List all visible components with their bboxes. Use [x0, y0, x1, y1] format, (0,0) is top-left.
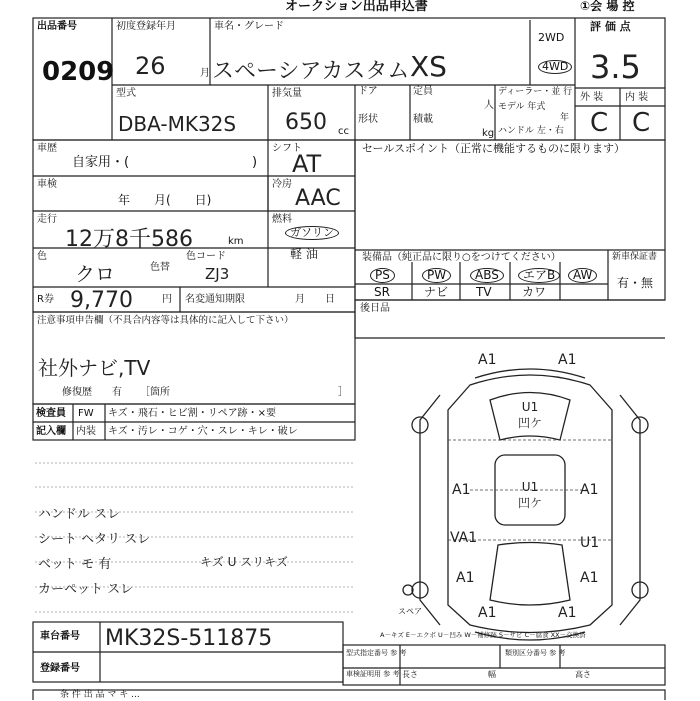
mark-rear-right-low: A1 [580, 570, 599, 586]
model-label: 型式 [116, 88, 136, 99]
mileage-unit: km [228, 236, 244, 247]
note-line-2: シート ヘタリ スレ [38, 532, 151, 547]
equip-leather: カワ [522, 285, 547, 299]
displacement-label: 排気量 [272, 88, 302, 99]
equip-tv: TV [476, 285, 492, 299]
equip-pw: PW [422, 268, 451, 283]
mark-right-mid: A1 [580, 482, 599, 498]
notes-text: 社外ナビ,TV [38, 356, 151, 380]
drive-2wd: 2WD [538, 31, 565, 44]
spare-label: スペア [398, 607, 422, 616]
car-grade-value: XS [410, 50, 447, 83]
aircon-value: AAC [295, 186, 341, 211]
name-change-label: 名変通知期限 [185, 294, 245, 305]
usage-value: 自家用・( [72, 155, 130, 170]
displacement-unit: cc [338, 126, 349, 137]
warranty-value: 有・無 [617, 276, 654, 290]
first-reg-label: 初度登録年月 [116, 21, 176, 32]
fuel-diesel: 軽 油 [290, 247, 318, 261]
note-line-1: ハンドル スレ [38, 507, 121, 522]
aircon-label: 冷房 [272, 179, 292, 190]
model-value: DBA-MK32S [118, 112, 237, 136]
notes-label: 注意事項申告欄（不具合内容等は具体的に記入して下さい） [37, 315, 294, 326]
interior-label: 内 装 [625, 92, 649, 103]
inspector-row2: キズ・汚レ・コゲ・穴・スレ・キレ・破レ [108, 426, 298, 437]
note-side: キズ U スリキズ [200, 555, 288, 569]
dealer-label: ディーラー・並 行 [498, 87, 573, 97]
width-label: 幅 [488, 670, 496, 679]
car-name-label: 車名・グレード [214, 21, 284, 32]
first-reg-year: 26 [135, 52, 166, 80]
inspector-label-2: 記入欄 [36, 426, 66, 437]
equip-aw: AW [568, 268, 597, 283]
inspector-fw: FW [78, 408, 94, 419]
repair-label: 修復歴 [62, 387, 92, 398]
repair-place: ［箇所 [140, 387, 170, 398]
recycle-value: 9,770 [70, 288, 133, 313]
class-no-label: 類別区分番号 参 考 [505, 649, 566, 657]
eval-score: 3.5 [590, 48, 641, 86]
type-no-label: 型式指定番号 参 考 [346, 649, 407, 657]
aftermarket-label: 後日品 [360, 303, 390, 314]
note-line-3: ベット モ 有 [38, 557, 112, 572]
repair-place-close: ］ [338, 387, 348, 398]
repair-value: 有 [112, 387, 122, 398]
color-value: クロ [75, 262, 115, 286]
warranty-label: 新車保証書 [612, 252, 658, 262]
usage-close: ) [252, 155, 258, 170]
shift-value: AT [292, 150, 322, 178]
load-unit: kg [482, 128, 495, 139]
equipment-label: 装備品（純正品に限り○をつけてください） [362, 252, 561, 263]
color-code-label: 色コード [186, 251, 226, 262]
mark-rear-left-low: A1 [456, 570, 475, 586]
model-year-label: モデル 年式 [498, 102, 546, 112]
mark-right-rear: U1 [580, 535, 600, 551]
load-label: 積載 [413, 114, 433, 125]
form-title: オークション出品申込書 [285, 0, 428, 14]
door-label: ドア [358, 86, 378, 97]
note-line-4: カーペット スレ [38, 582, 134, 597]
interior-grade: C [632, 108, 651, 138]
shape-label: 形状 [358, 114, 378, 125]
color-change-label: 色替 [150, 262, 170, 273]
fuel-label: 燃料 [272, 214, 292, 225]
registration-label: 登録番号 [40, 663, 80, 674]
mark-rear-left: A1 [478, 605, 497, 621]
color-code-value: ZJ3 [205, 265, 230, 283]
equip-airbag: エアB [518, 268, 560, 283]
chassis-value: MK32S-511875 [105, 626, 273, 651]
equip-abs: ABS [470, 268, 504, 283]
mark-left-rear: VA1 [450, 530, 478, 546]
equip-navi: ナビ [424, 285, 449, 299]
mark-front-right: A1 [558, 352, 577, 368]
height-label: 高さ [575, 670, 591, 679]
damage-legend: A－キズ E－エクボ U－凹み W－補修跡 S－サビ C－腐食 XX－交換済 [380, 631, 586, 639]
mileage-value: 12万8千586 [65, 227, 193, 252]
mark-front-left: A1 [478, 352, 497, 368]
chassis-label: 車台番号 [40, 631, 80, 642]
capacity-unit: 人 [484, 100, 494, 111]
eval-label: 評 価 点 [590, 20, 631, 33]
selling-points-label: セールスポイント（正常に機能するものに限ります） [362, 142, 626, 155]
color-label: 色 [37, 251, 47, 262]
first-reg-month: 月 [200, 68, 210, 79]
exterior-label: 外 装 [580, 92, 604, 103]
name-change-text: 月 日 [295, 294, 335, 305]
car-name-value: スペーシアカスタム [212, 59, 410, 84]
footer-text: 条 件 出 品 マ キ ... [60, 690, 140, 700]
mark-hood: U1 凹ケ [517, 400, 542, 430]
inspection-text: 年 月( 日) [118, 193, 212, 207]
lot-number: 0209 [42, 57, 115, 87]
mark-left-mid: A1 [452, 482, 471, 498]
mark-rear-right: A1 [558, 605, 577, 621]
exterior-grade: C [590, 108, 609, 138]
recycle-label: R券 [37, 294, 54, 305]
inspector-interior: 内装 [76, 426, 96, 437]
year-unit: 年 [560, 113, 570, 123]
inspector-label-1: 検査員 [36, 408, 66, 419]
usage-label: 車歴 [37, 143, 57, 154]
length-label: 長さ [402, 670, 418, 679]
capacity-label: 定員 [413, 86, 433, 97]
inspector-row1: キズ・飛石・ヒビ割・リペア跡・×要 [108, 408, 276, 419]
mileage-label: 走行 [37, 214, 57, 225]
displacement-value: 650 [285, 110, 327, 135]
cert-label: 車検証明用 参 考 [346, 670, 400, 678]
mark-roof: U1 凹ケ [517, 480, 542, 510]
lot-label: 出品番号 [37, 21, 77, 32]
drive-4wd: 4WD [538, 60, 572, 74]
equip-ps: PS [370, 268, 395, 283]
equip-sr: SR [374, 285, 390, 299]
fuel-gasoline: ガソリン [285, 226, 339, 240]
handle-label: ハンドル 左・右 [498, 126, 564, 136]
inspection-label: 車検 [37, 179, 57, 190]
shift-label: シフト [272, 143, 302, 154]
corner-label: ①会 場 控 [580, 0, 635, 13]
recycle-unit: 円 [162, 294, 172, 305]
